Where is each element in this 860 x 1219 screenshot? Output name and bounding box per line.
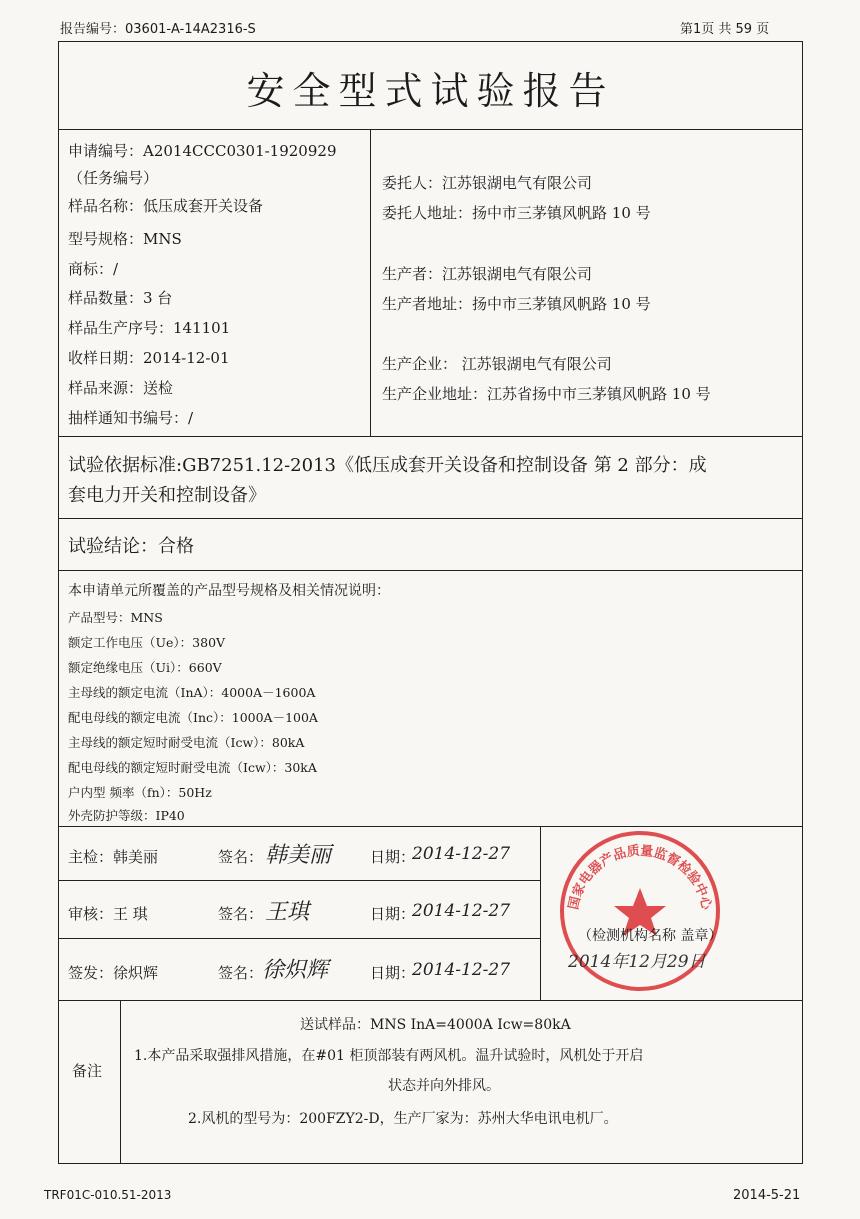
signature-date-1: 2014-12-27: [412, 844, 511, 864]
signature-date-2: 2014-12-27: [412, 901, 511, 921]
divider-sign-3: [58, 1000, 803, 1001]
divider-sign-1: [58, 880, 540, 881]
divider-conclusion: [58, 570, 803, 571]
remarks-item-2: 2.风机的型号为：200FZY2-D，生产厂家为：苏州大华电讯电机厂。: [188, 1111, 618, 1127]
signer-reviewer: 审核：王 琪: [68, 905, 148, 923]
info-sample-name: 样品名称：低压成套开关设备: [68, 197, 264, 215]
institution-date: 2014年12月29日: [568, 952, 706, 972]
divider-title: [58, 129, 803, 130]
info-trademark: 商标：/: [68, 260, 119, 278]
info-source: 样品来源：送检: [68, 379, 174, 397]
info-manufacturer-address: 生产企业地址：江苏省扬中市三茅镇风帆路 10 号: [382, 385, 711, 403]
sign-label-2: 签名：: [218, 905, 264, 923]
form-number: TRF01C-010.51-2013: [44, 1188, 172, 1202]
remarks-item-1-cont: 状态并向外排风。: [388, 1078, 500, 1094]
test-conclusion: 试验结论：合格: [68, 536, 194, 557]
sign-label-3: 签名：: [218, 964, 264, 982]
info-model: 型号规格：MNS: [68, 230, 182, 248]
spec-dist-bus-current: 配电母线的额定电流（Inc）：1000A－100A: [68, 710, 318, 725]
info-manufacturer: 生产企业： 江苏银湖电气有限公司: [382, 355, 612, 373]
info-producer-address: 生产者地址：扬中市三茅镇风帆路 10 号: [382, 295, 651, 313]
divider-standard: [58, 518, 803, 519]
signature-1: 韩美丽: [265, 843, 332, 868]
remarks-item-1: 1.本产品采取强排风措施，在#01 柜顶部装有两风机。温升试验时，风机处于开启: [134, 1048, 644, 1064]
divider-sign-vertical: [540, 826, 541, 1000]
date-label-1: 日期：: [370, 848, 416, 866]
spec-ip-rating: 外壳防护等级：IP40: [68, 808, 185, 823]
page-info: 第1页 共 59 页: [680, 22, 770, 37]
stamp-text: 国家电器产品质量监督检验中心: [566, 843, 714, 912]
sign-label-1: 签名：: [218, 848, 264, 866]
info-client: 委托人：江苏银湖电气有限公司: [382, 174, 593, 192]
signer-approver: 签发：徐炽辉: [68, 964, 159, 982]
institution-seal-label: （检测机构名称 盖章）: [578, 928, 723, 944]
spec-rated-voltage: 额定工作电压（Ue）：380V: [68, 635, 226, 650]
info-received-date: 收样日期：2014-12-01: [68, 349, 230, 367]
signature-2: 王琪: [265, 900, 310, 925]
divider-sign-2: [58, 938, 540, 939]
divider-info: [58, 436, 803, 437]
divider-info-vertical: [370, 129, 371, 436]
date-label-2: 日期：: [370, 905, 416, 923]
date-label-3: 日期：: [370, 964, 416, 982]
signer-chief-inspector: 主检：韩美丽: [68, 848, 159, 866]
spec-insulation-voltage: 额定绝缘电压（Ui）：660V: [68, 660, 222, 675]
test-standard-line2: 套电力开关和控制设备》: [68, 485, 266, 506]
spec-main-bus-current: 主母线的额定电流（InA）：4000A－1600A: [68, 685, 316, 700]
spec-dist-bus-icw: 配电母线的额定短时耐受电流（Icw）：30kA: [68, 760, 317, 775]
test-standard-line1: 试验依据标准:GB7251.12-2013《低压成套开关设备和控制设备 第 2 部分：成: [68, 455, 707, 476]
spec-main-bus-icw: 主母线的额定短时耐受电流（Icw）：80kA: [68, 735, 305, 750]
info-serial: 样品生产序号：141101: [68, 319, 231, 337]
remarks-label: 备注: [72, 1062, 103, 1080]
remarks-sample: 送试样品：MNS InA=4000A Icw=80kA: [300, 1017, 571, 1033]
info-application-no: 申请编号：A2014CCC0301-1920929: [68, 142, 337, 160]
info-task-no: （任务编号）: [68, 169, 159, 187]
spec-frequency: 户内型 频率（fn）：50Hz: [68, 785, 212, 800]
signature-date-3: 2014-12-27: [412, 960, 511, 980]
info-quantity: 样品数量：3 台: [68, 289, 173, 307]
form-date: 2014-5-21: [733, 1188, 801, 1203]
info-producer: 生产者：江苏银湖电气有限公司: [382, 265, 593, 283]
report-number: 报告编号：03601-A-14A2316-S: [60, 22, 256, 37]
report-title: 安全型式试验报告: [246, 69, 615, 113]
divider-remarks-vertical: [120, 1000, 121, 1164]
specs-intro: 本申请单元所覆盖的产品型号规格及相关情况说明：: [68, 583, 390, 599]
info-client-address: 委托人地址：扬中市三茅镇风帆路 10 号: [382, 204, 651, 222]
info-sampling-notice: 抽样通知书编号：/: [68, 409, 194, 427]
signature-3: 徐炽辉: [262, 958, 329, 983]
spec-model: 产品型号：MNS: [68, 610, 163, 625]
